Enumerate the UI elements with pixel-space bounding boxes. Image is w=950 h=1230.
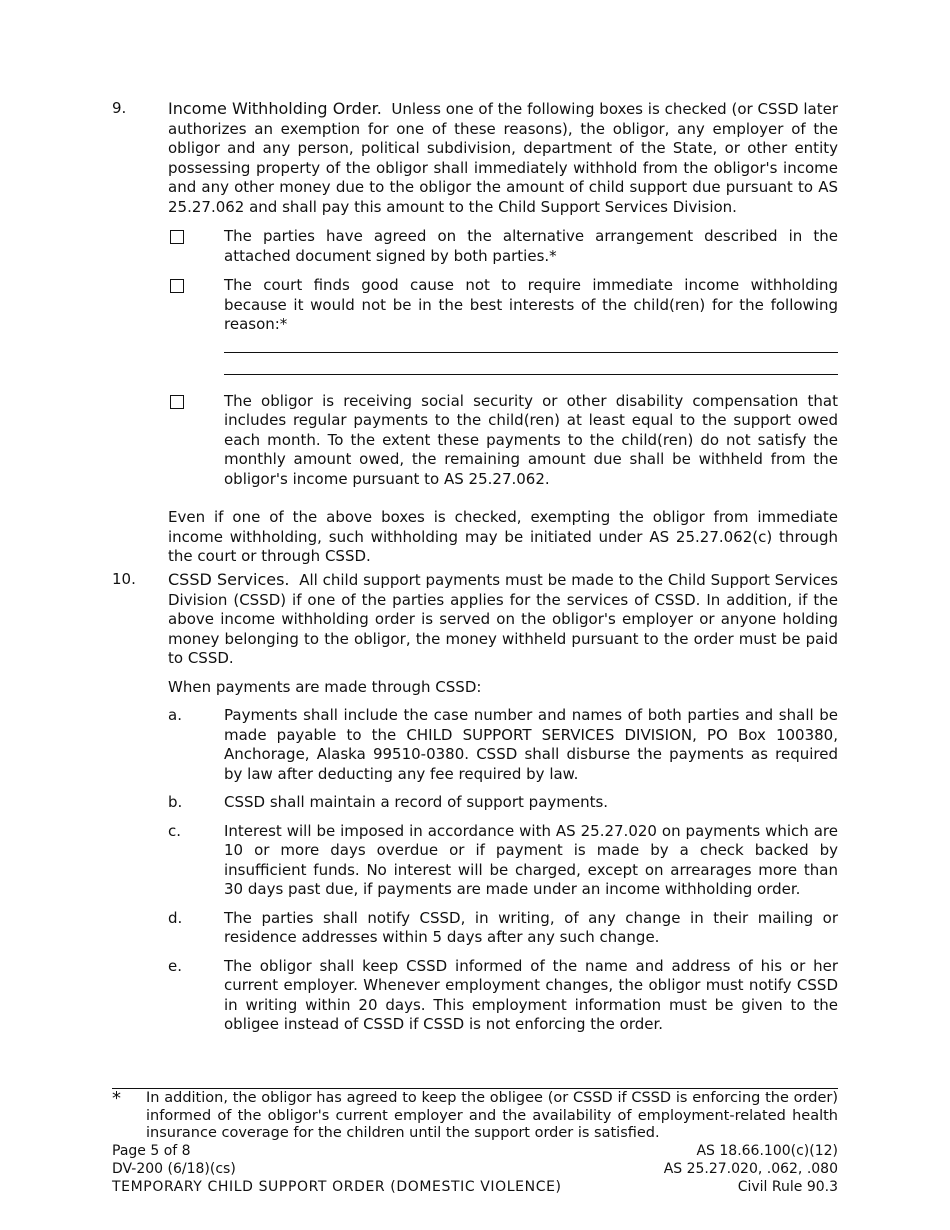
item-text: CSSD shall maintain a record of support payments. [224, 793, 609, 811]
item-letter: c. [168, 821, 182, 840]
section-10-lead: When payments are made through CSSD: [168, 677, 482, 696]
footnote-mark: * [112, 1088, 121, 1109]
section-9-closing: Even if one of the above boxes is checked, exempting the obligor from immediate income withholding, such withholding may be initiated under AS 25.27.062(c) through the court or through CSSD. [168, 508, 838, 565]
item-text: The obligor shall keep CSSD informed of the name and address of his or her current employer. Whenever employment changes, the obligor must notify CSSD in writing within 20 days. This employment information must be given to the obligee instead of CSSD if CSSD is not enforcing the order. [224, 956, 838, 1033]
item-text: The parties shall notify CSSD, in writing, of any change in their mailing or residence addresses within 5 days after any such change. [224, 908, 838, 946]
form-id: DV-200 (6/18)(cs) [112, 1161, 236, 1177]
section-text: Unless one of the following boxes is checked (or CSSD later authorizes an exemption for one of these reasons), the obligor, any employer of the obligor and any person, political subdivision, department of the State, or other entity possessing property of the obligor shall immediately withhold from the obligor's income and any other money due to the obligor the amount of child support due pursuant to AS 25.27.062 and shall pay this amount to the Child Support Services Division. [168, 100, 838, 216]
list-item [168, 909, 838, 948]
item-letter: b. [168, 793, 183, 811]
footnote-divider [112, 1088, 838, 1089]
item-letter: e. [168, 956, 182, 975]
section-number: 10. [112, 570, 136, 588]
option-text: The court finds good cause not to require immediate income withholding because it would not be in the best interests of the child(ren) for the following reason:* [224, 276, 838, 333]
option-alternative-arrangement [168, 227, 838, 266]
checkbox[interactable] [170, 279, 184, 293]
page-number: Page 5 of 8 [112, 1143, 191, 1159]
list-item [168, 822, 838, 900]
checkbox[interactable] [170, 230, 184, 244]
section-title: Income Withholding Order. [168, 99, 382, 118]
statute-citation: AS 18.66.100(c)(12) [696, 1143, 838, 1159]
section-10 [112, 570, 838, 1035]
list-item [168, 957, 838, 1035]
item-text: Payments shall include the case number and names of both parties and shall be made payable to the CHILD SUPPORT SERVICES DIVISION, PO Box 100380, Anchorage, Alaska 99510-0380. CSSD shall disburse the payments as required by law after deducting any fee required by law. [224, 706, 838, 783]
item-letter: a. [168, 706, 182, 724]
footnote [112, 1090, 838, 1143]
option-text: The parties have agreed on the alternative arrangement described in the attached document signed by both parties.* [224, 227, 838, 265]
section-title: CSSD Services. [168, 570, 290, 589]
item-text: Interest will be imposed in accordance with AS 25.27.020 on payments which are 10 or more days overdue or if payment is made by a check backed by insufficient funds. No interest will be charged, except on arrearages more than 30 days past due, if payments are made under an income withholding order. [224, 821, 838, 898]
section-9-intro [168, 99, 838, 217]
reason-line[interactable] [224, 374, 838, 375]
section-10-intro [168, 570, 838, 669]
section-number: 9. [112, 99, 127, 117]
footnote-text: In addition, the obligor has agreed to keep the obligee (or CSSD if CSSD is enforcing the order) informed of the obligor's current employer and the availability of employment-related health insurance coverage for the children until the support order is satisfied. [146, 1090, 838, 1141]
rule-citation: Civil Rule 90.3 [737, 1179, 838, 1195]
option-disability-compensation [168, 392, 838, 490]
list-item [168, 706, 838, 784]
checkbox[interactable] [170, 395, 184, 409]
list-item [168, 793, 838, 813]
option-text: The obligor is receiving social security or other disability compensation that includes regular payments to the child(ren) at least equal to the support owed each month. To the extent these payments to the child(ren) do not satisfy the monthly amount owed, the remaining amount due shall be withheld from the obligor's income pursuant to AS 25.27.062. [224, 391, 838, 488]
statute-citation: AS 25.27.020, .062, .080 [663, 1161, 838, 1177]
section-9 [112, 99, 838, 567]
option-good-cause [168, 276, 838, 335]
section-text: All child support payments must be made to the Child Support Services Division (CSSD) if one of the parties applies for the services of CSSD. In addition, if the above income withholding order is served on the obligor's employer or anyone holding money belonging to the obligor, the money withheld pursuant to the order must be paid to CSSD. [168, 571, 838, 667]
form-title: TEMPORARY CHILD SUPPORT ORDER (DOMESTIC VIOLENCE) [112, 1179, 562, 1195]
item-letter: d. [168, 908, 183, 927]
reason-line[interactable] [224, 352, 838, 353]
